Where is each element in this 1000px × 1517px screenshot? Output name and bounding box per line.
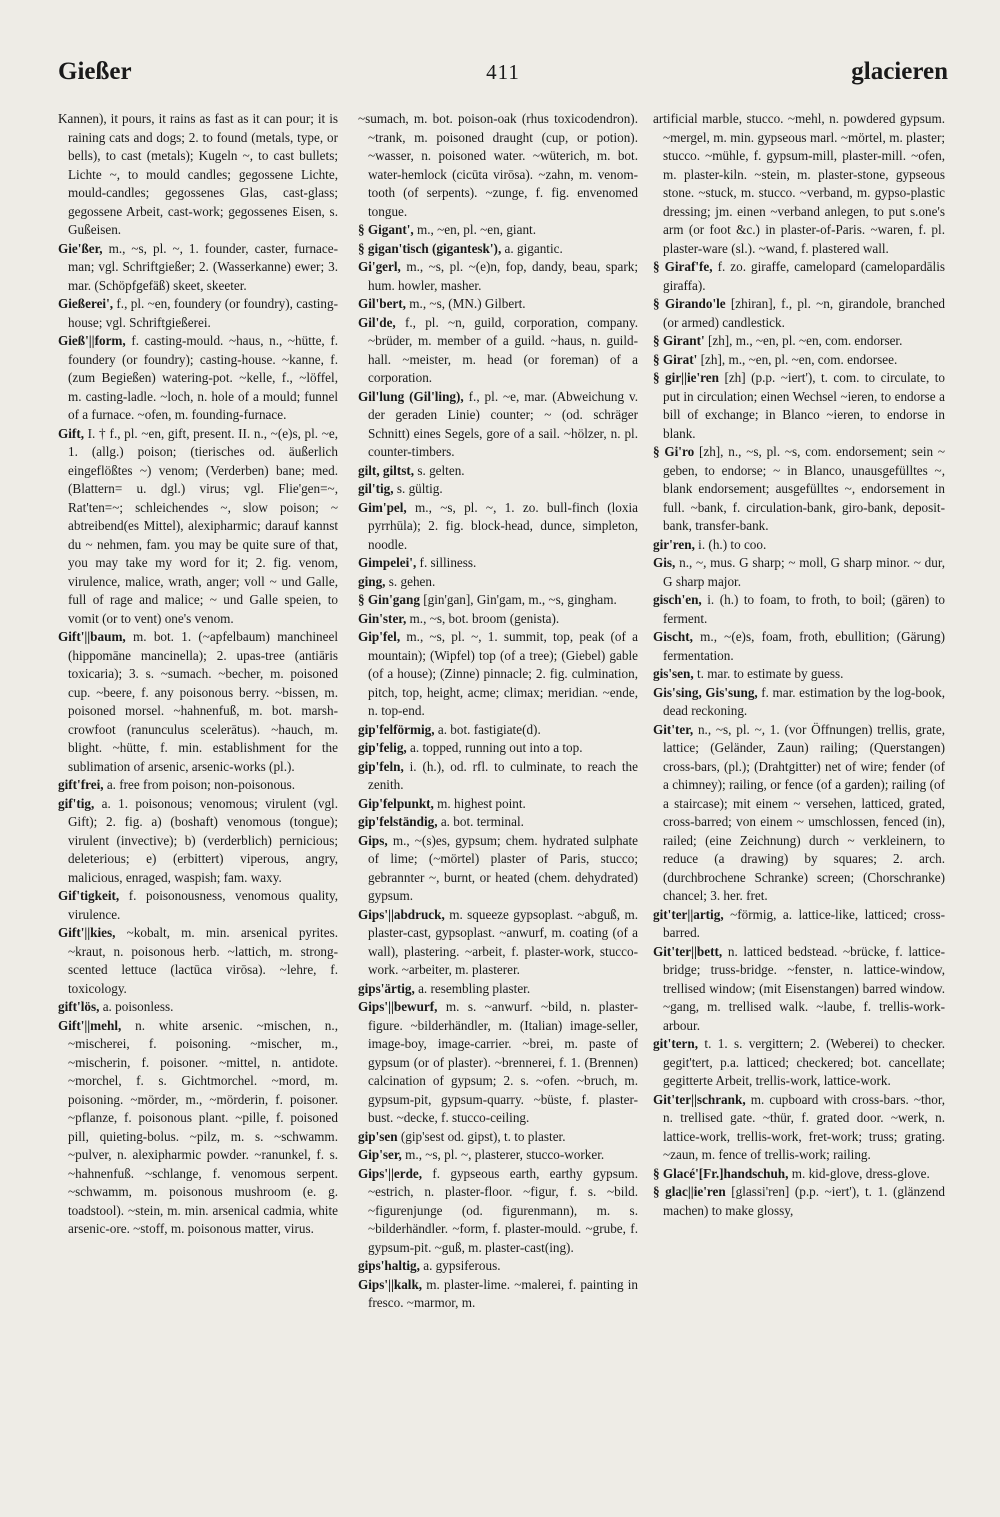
entry-headword: § Girando'le bbox=[653, 296, 726, 311]
entry-headword: gift'frei, bbox=[58, 777, 104, 792]
entry-definition: m. s. ~anwurf. ~bild, n. plaster-figure. ~bilderhändler, m. (Italian) image-seller, image-boy, image-carrier. ~brei, m. paste of gypsum (or of plaster). ~brennerei, f. 1. (Brennen) calcination of gypsum; 2. s. ~ofen. ~bruch, m. gypsum-pit, gypsum-quarry. ~büste, f. plaster-bust. ~decke, f. stucco-ceiling. bbox=[368, 999, 638, 1125]
entry-headword: gip'felförmig, bbox=[358, 721, 435, 737]
dictionary-entry bbox=[358, 591, 638, 610]
entry-definition: i. (h.), od. rfl. to culminate, to reach the zenith. bbox=[368, 758, 638, 792]
dictionary-entry bbox=[653, 1165, 945, 1184]
dictionary-entry bbox=[358, 610, 638, 629]
entry-headword: Gift'||kies, bbox=[58, 925, 116, 940]
entry-headword: Gil'lung (Gil'ling), bbox=[358, 388, 464, 404]
dictionary-entry bbox=[653, 258, 945, 295]
dictionary-entry bbox=[653, 351, 945, 370]
entry-definition: f. zo. giraffe, camelopard (camelopardālis giraffa). bbox=[663, 259, 945, 293]
entry-definition: m., ~s, (MN.) Gilbert. bbox=[409, 296, 526, 311]
entry-definition: a. poisonless. bbox=[102, 999, 174, 1014]
entry-headword: git'ter||artig, bbox=[653, 906, 724, 922]
entry-definition: I. † f., pl. ~en, gift, present. II. n., ~(e)s, pl. ~e, 1. (allg.) poison; (tierisches od. äußerlich eingeflößtes ~) venom; (Verderben) bane; med. (Blattern= u. dgl.) virus; vgl. Flie'gen=~, Rat'ten=~; schleichendes ~, slow poison; ~ abtreibend(es Mittel), alexipharmic; darauf kannst du ~ nehmen, fam. you may be quite sure of that, you may take my word for it; 2. fig. venom, virulence, malice, wrath, anger; voll ~ und Galle, full of rage and malice; ~ und Galle speien, to vomit (or to vent) one's venom. bbox=[68, 425, 338, 626]
entry-definition: m., ~s, pl. ~, 1. founder, caster, furnace-man; vgl. Schriftgießer; 2. (Wasserkanne) ewer; 3. mar. (Schöpfgefäß) skeet, skeeter. bbox=[68, 240, 338, 293]
entry-headword: Gießerei', bbox=[58, 296, 114, 311]
dictionary-entry bbox=[358, 980, 638, 999]
dictionary-entry bbox=[653, 536, 945, 555]
dictionary-entry bbox=[653, 443, 945, 536]
entry-definition: m., ~s, pl. ~, 1. zo. bull-finch (loxia pyrrhūla); 2. fig. block-head, dunce, simpleton, noodle. bbox=[368, 499, 638, 552]
entry-headword: Gips'||erde, bbox=[358, 1165, 423, 1181]
dictionary-entry bbox=[358, 1128, 638, 1147]
dictionary-entry bbox=[358, 1165, 638, 1258]
entry-headword: Gin'ster, bbox=[358, 610, 407, 626]
entry-definition: m., ~s, pl. ~, 1. summit, top, peak (of a mountain); (Wipfel) top (of a tree); (Giebel) gable (of a house); (Zinne) pinnacle; 2. fig. culmination, pitch, top, height, acme; climax; meridian. ~ende, n. top-end. bbox=[368, 629, 638, 718]
entry-definition: s. gehen. bbox=[388, 573, 436, 589]
dictionary-entry bbox=[58, 1017, 338, 1239]
entry-headword: Gim'pel, bbox=[358, 499, 407, 515]
dictionary-entry bbox=[358, 554, 638, 573]
entry-headword: gif'tig, bbox=[58, 795, 95, 811]
dictionary-entry bbox=[358, 221, 638, 240]
entry-headword: Git'ter, bbox=[653, 721, 694, 737]
dictionary-entry bbox=[358, 295, 638, 314]
entry-definition: a. 1. poisonous; venomous; virulent (vgl. Gift); 2. fig. a) (boshaft) venomous (tongue); virulent (invective); b) (verderblich) pernicious; deleterious; e) (erbittert) viperous, angry, malicious, enraged, waspish; fam. waxy. bbox=[68, 795, 338, 885]
entry-definition: [glassi'ren] (p.p. ~iert'), t. 1. (glänzend machen) to make glossy, bbox=[663, 1184, 945, 1218]
dictionary-entry bbox=[358, 1146, 638, 1165]
entry-headword: Gischt, bbox=[653, 629, 693, 644]
dictionary-entry bbox=[653, 943, 945, 1036]
dictionary-entry bbox=[653, 1091, 945, 1165]
entry-headword: gip'felständig, bbox=[358, 814, 438, 829]
entry-headword: Git'ter||schrank, bbox=[653, 1091, 746, 1107]
entry-definition: t. mar. to estimate by guess. bbox=[696, 666, 844, 681]
entry-definition: (gip'sest od. gipst), t. to plaster. bbox=[400, 1128, 566, 1144]
dictionary-entry bbox=[358, 628, 638, 721]
entry-definition: f. mar. estimation by the log-book, dead reckoning. bbox=[663, 684, 945, 718]
entry-headword: Gif'tigkeit, bbox=[58, 888, 120, 903]
entry-headword: Gift, bbox=[58, 425, 85, 441]
entry-definition: a. gigantic. bbox=[504, 240, 563, 256]
entry-definition: m., ~s, pl. ~(e)n, fop, dandy, beau, spark; hum. howler, masher. bbox=[368, 259, 638, 293]
entry-definition: m. cupboard with cross-bars. ~thor, n. trellised gate. ~thür, f. grated door. ~werk, n. lattice-work, trellis-work, fret-work; truss; grating. ~zaun, m. fence of trellis-work; railing. bbox=[663, 1091, 945, 1162]
entry-headword: gip'felig, bbox=[358, 740, 407, 755]
entry-definition: f., pl. ~e, mar. (Abweichung v. der geraden Linie) counter; ~ (od. schräger Schnitt) eines Segels, gore of a sail. ~hölzer, n. pl. counter-timbers. bbox=[368, 388, 638, 459]
dictionary-entry bbox=[653, 591, 945, 628]
entry-headword: ging, bbox=[358, 573, 386, 589]
entry-definition: i. (h.) to coo. bbox=[698, 536, 767, 552]
dictionary-entry bbox=[58, 887, 338, 924]
entry-definition: [zh] (p.p. ~iert'), t. com. to circulate, to put in circulation; einen Wechsel ~ieren, to endorse a bill of exchange; in Blanco ~ieren, to endorse in blank. bbox=[663, 370, 945, 441]
entry-definition: a. gypsiferous. bbox=[423, 1258, 501, 1273]
entry-definition: i. (h.) to foam, to froth, to boil; (gären) to ferment. bbox=[663, 592, 945, 626]
entry-definition: f. casting-mould. ~haus, n., ~hütte, f. foundery (or foundry); casting-house. ~kanne, f. (zum Begießen) watering-pot. ~kelle, f., ~löffel, m. casting-ladle. ~loch, n. hole of a mould; funnel of a furnace. ~ofen, m. founding-furnace. bbox=[68, 333, 338, 422]
dictionary-entry bbox=[58, 776, 338, 795]
entry-headword: § Glacé'[Fr.]handschuh, bbox=[653, 1165, 789, 1181]
entry-definition: n., ~, mus. G sharp; ~ moll, G sharp minor. ~ dur, G sharp major. bbox=[663, 555, 945, 589]
dictionary-entry bbox=[58, 332, 338, 425]
dictionary-entry bbox=[653, 665, 945, 684]
entry-definition: m. bot. 1. (~apfelbaum) manchineel (hippomāne mancinella); 2. upas-tree (antiāris toxicaria); 3. s. ~sumach. ~becher, m. poisoned cup. ~beere, f. any poisonous berry. ~bissen, m. poisoned morsel. ~hahnenfuß, m. bot. marsh-crowfoot (ranunculus scelerātus). ~hauch, m. blight. ~hütte, f. min. establishment for the sublimation of arsenic, arsenic-works (pl.). bbox=[68, 629, 338, 774]
entry-headword: Gil'de, bbox=[358, 314, 396, 330]
dictionary-entry bbox=[653, 721, 945, 906]
entry-definition: Kannen), it pours, it rains as fast as it can pour; it is raining cats and dogs; 2. to found (metals, type, or bells), to cast (metals); Kugeln ~, to cast bullets; Lichte ~, to mould candles; gegossene Lichte, mould-candles; gegossenes Glas, cast-glass; gegossene Arbeit, cast-work; gegossenes Eisen, s. Gußeisen. bbox=[58, 111, 338, 237]
guide-word-left: Gießer bbox=[58, 58, 132, 85]
entry-headword: gilt, giltst, bbox=[358, 462, 415, 478]
entry-definition: f. silliness. bbox=[419, 555, 477, 570]
entry-definition: ~sumach, m. bot. poison-oak (rhus toxicodendron). ~trank, m. poisoned draught (cup, or potion). ~wasser, n. poisoned water. ~wüterich, m. bot. water-hemlock (cicūta virōsa). ~zahn, m. venom-tooth (of serpents). ~zunge, f. fig. envenomed tongue. bbox=[358, 111, 638, 219]
entry-headword: Gips'||kalk, bbox=[358, 1276, 423, 1292]
dictionary-entry bbox=[358, 1276, 638, 1313]
entry-headword: Gis, bbox=[653, 555, 676, 570]
entry-headword: § Gin'gang bbox=[358, 592, 420, 607]
dictionary-entry bbox=[358, 813, 638, 832]
dictionary-entry bbox=[358, 1257, 638, 1276]
entry-definition: n., ~s, pl. ~, 1. (vor Öffnungen) trellis, grate, lattice; (Geländer, Zaun) railing; (Querstangen) cross-bars, (pl.); (Drahtgitter) net of wire; fender (of a chimney); railing, or fence (of a garden); railing (of a staircase); mit einem ~ versehen, latticed, grated, cross-barred; von einem ~ umschlossen, fenced (in), railed; (eine Zeichnung) durch ~ verkleinern, to reduce (a drawing) by squares; 2. arch. (durchbrochene Schranke) screen; (Chorschranke) chancel; 3. her. fret. bbox=[663, 721, 945, 903]
entry-definition: m., ~s, bot. broom (genista). bbox=[409, 610, 560, 626]
entry-definition: a. free from poison; non-poisonous. bbox=[106, 777, 296, 792]
dictionary-entry bbox=[358, 388, 638, 462]
entry-headword: § glac||ie'ren bbox=[653, 1184, 726, 1199]
dictionary-entry bbox=[358, 795, 638, 814]
entry-headword: Gieß'||form, bbox=[58, 333, 126, 348]
entry-headword: Gips'||abdruck, bbox=[358, 906, 445, 922]
column-right bbox=[653, 110, 945, 1500]
dictionary-entry bbox=[653, 332, 945, 351]
dictionary-entry bbox=[358, 998, 638, 1128]
entry-headword: Gip'ser, bbox=[358, 1147, 402, 1162]
entry-definition: [zhiran], f., pl. ~n, girandole, branched (or armed) candlestick. bbox=[663, 296, 945, 330]
dictionary-entry bbox=[653, 628, 945, 665]
entry-headword: § Gi'ro bbox=[653, 444, 695, 459]
dictionary-entry bbox=[358, 906, 638, 980]
dictionary-entry bbox=[58, 924, 338, 998]
entry-definition: a. resembling plaster. bbox=[418, 980, 531, 996]
entry-definition: f. poisonousness, venomous quality, virulence. bbox=[68, 888, 338, 922]
entry-headword: Gil'bert, bbox=[358, 296, 406, 311]
entry-definition: m. squeeze gypsoplast. ~abguß, m. plaster-cast, gypsoplast. ~anwurf, m. coating (of a wall), plastering. ~arbeit, f. plaster-work, stucco-work. ~arbeiter, m. plasterer. bbox=[368, 906, 638, 977]
dictionary-entry bbox=[58, 240, 338, 296]
dictionary-entry bbox=[358, 110, 638, 221]
entry-definition: a. bot. fastigiate(d). bbox=[437, 721, 541, 737]
dictionary-entry bbox=[58, 998, 338, 1017]
entry-definition: artificial marble, stucco. ~mehl, n. powdered gypsum. ~mergel, m. min. gypseous marl. ~mörtel, m. plaster; stucco. ~mühle, f. gypsum-mill, plaster-mill. ~ofen, m. plaster-kiln. ~stein, m. plaster-stone, gypseous stone. ~stuck, m. stucco. ~verband, m. gypso-plastic dressing; jm. einen ~verband anlegen, to put s.one's arm (or foot &c.) in plaster-of-Paris. ~waren, f. pl. plaster-ware (sl.). ~wand, f. plastered wall. bbox=[653, 111, 945, 256]
entry-headword: § gir||ie'ren bbox=[653, 370, 719, 385]
entry-definition: s. gelten. bbox=[417, 462, 465, 478]
dictionary-entry bbox=[653, 369, 945, 443]
page-number: 411 bbox=[486, 60, 520, 84]
column-middle bbox=[358, 110, 638, 1500]
dictionary-entry bbox=[58, 425, 338, 629]
entry-headword: gips'haltig, bbox=[358, 1258, 420, 1273]
entry-definition: m., ~en, pl. ~en, giant. bbox=[416, 222, 537, 237]
entry-definition: n. latticed bedstead. ~brücke, f. lattice-bridge; truss-bridge. ~fenster, n. lattice-window, trellised window; (mit Eisenstangen) barred window. ~gang, m. trellised walk. ~laube, f. trellis-work-arbour. bbox=[663, 943, 945, 1033]
entry-headword: Gis'sing, Gis'sung, bbox=[653, 684, 758, 700]
entry-definition: ~kobalt, m. min. arsenical pyrites. ~kraut, n. poisonous herb. ~lattich, m. strong-scented lettuce (lactūca virōsa). ~lehre, f. toxicology. bbox=[68, 925, 338, 996]
entry-definition: [zh], n., ~s, pl. ~s, com. endorsement; sein ~ geben, to endorse; ~ in Blanco, unausgefülltes ~, blank endorsement; ausgefülltes ~, endorsement in full. ~bank, f. circulation-bank, giro-bank, deposit-bank, transfer-bank. bbox=[663, 444, 945, 533]
entry-headword: gir'ren, bbox=[653, 536, 695, 552]
dictionary-entry bbox=[653, 1035, 945, 1091]
dictionary-entry bbox=[653, 295, 945, 332]
dictionary-entry bbox=[653, 684, 945, 721]
dictionary-entry bbox=[58, 795, 338, 888]
dictionary-entry bbox=[358, 739, 638, 758]
entry-headword: gip'feln, bbox=[358, 758, 404, 774]
dictionary-entry bbox=[358, 462, 638, 481]
column-left bbox=[58, 110, 338, 1500]
entry-headword: Gi'gerl, bbox=[358, 259, 401, 274]
dictionary-entry bbox=[358, 480, 638, 499]
dictionary-entry bbox=[358, 240, 638, 259]
dictionary-entry bbox=[653, 1183, 945, 1220]
entry-definition: a. bot. terminal. bbox=[440, 814, 524, 829]
entry-headword: gis'sen, bbox=[653, 666, 694, 681]
entry-headword: Gift'||mehl, bbox=[58, 1017, 122, 1033]
entry-headword: git'tern, bbox=[653, 1036, 699, 1051]
entry-definition: [gin'gan], Gin'gam, m., ~s, gingham. bbox=[423, 592, 617, 607]
entry-headword: Gip'felpunkt, bbox=[358, 795, 434, 811]
entry-definition: m. plaster-lime. ~malerei, f. painting in fresco. ~marmor, m. bbox=[368, 1276, 638, 1310]
guide-word-right: glacieren bbox=[851, 58, 948, 85]
entry-definition: s. gültig. bbox=[396, 481, 443, 496]
dictionary-entry bbox=[358, 258, 638, 295]
entry-headword: Gips, bbox=[358, 832, 388, 848]
dictionary-entry bbox=[358, 573, 638, 592]
entry-definition: m., ~(e)s, foam, froth, ebullition; (Gärung) fermentation. bbox=[663, 629, 945, 663]
dictionary-entry bbox=[653, 906, 945, 943]
entry-headword: Gie'ßer, bbox=[58, 240, 103, 256]
entry-definition: ~förmig, a. lattice-like, latticed; cross-barred. bbox=[663, 906, 945, 940]
dictionary-entry bbox=[58, 628, 338, 776]
entry-headword: Gips'||bewurf, bbox=[358, 999, 438, 1014]
entry-definition: f., pl. ~en, foundery (or foundry), casting-house; vgl. Schriftgießerei. bbox=[68, 296, 338, 330]
entry-headword: gift'lös, bbox=[58, 999, 100, 1014]
dictionary-entry bbox=[653, 110, 945, 258]
dictionary-entry bbox=[358, 758, 638, 795]
entry-definition: m. kid-glove, dress-glove. bbox=[791, 1165, 930, 1181]
entry-definition: m. highest point. bbox=[437, 795, 526, 811]
dictionary-entry bbox=[653, 554, 945, 591]
dictionary-entry bbox=[358, 832, 638, 906]
entry-definition: n. white arsenic. ~mischen, n., ~mischerei, f. poisoning. ~mischer, m., ~mischerin, f. poisoner. ~mittel, n. antidote. ~morchel, f. s. Gichtmorchel. ~mord, m. poisoning. ~mörder, m., ~mörderin, f. poisoner. ~pflanze, f. poisonous plant. ~pille, f. poisoned pill, quieting-bolus. ~pilz, m. s. ~schwamm. ~pulver, n. alexipharmic powder. ~ranunkel, f. s. ~hahnenfuß. ~schlange, f. venomous serpent. ~schwamm, m. poisonous mushroom (e. g. toadstool). ~stein, m. min. arsenical cadmia, white arsenic-ore. ~stoff, m. poisonous matter, virus. bbox=[68, 1017, 338, 1236]
dictionary-entry bbox=[358, 314, 638, 388]
entry-definition: a. topped, running out into a top. bbox=[410, 740, 583, 755]
entry-headword: Gift'||baum, bbox=[58, 629, 126, 644]
entry-headword: § Girant' bbox=[653, 333, 705, 348]
entry-headword: Git'ter||bett, bbox=[653, 943, 723, 959]
dictionary-entry bbox=[58, 110, 338, 240]
entry-headword: gip'sen bbox=[358, 1128, 398, 1144]
entry-definition: [zh], m., ~en, pl. ~en, com. endorsee. bbox=[700, 351, 898, 367]
entry-definition: f., pl. ~n, guild, corporation, company. ~brüder, m. member of a guild. ~haus, n. guild-hall. ~meister, m. head (or foreman) of a corporation. bbox=[368, 314, 638, 385]
entry-definition: f. gypseous earth, earthy gypsum. ~estrich, n. plaster-floor. ~figur, f. s. ~bild. ~figurenjunge (od. figurenmann), m. s. ~bilderhändler. ~form, f. plaster-mould. ~grube, f. gypsum-pit. ~guß, m. plaster-cast(ing). bbox=[368, 1165, 638, 1255]
entry-headword: Gip'fel, bbox=[358, 629, 401, 644]
entry-definition: t. 1. s. vergittern; 2. (Weberei) to checker. gegit'tert, p.a. latticed; checkered; bot. cancellate; gegitterte Arbeit, trellis-work, lattice-work. bbox=[663, 1036, 945, 1088]
dictionary-entry bbox=[358, 499, 638, 555]
entry-definition: m., ~s, pl. ~, plasterer, stucco-worker. bbox=[405, 1147, 605, 1162]
entry-headword: Gimpelei', bbox=[358, 555, 417, 570]
entry-headword: gisch'en, bbox=[653, 592, 702, 607]
entry-headword: § Gigant', bbox=[358, 222, 414, 237]
running-head bbox=[58, 58, 948, 98]
entry-headword: gil'tig, bbox=[358, 481, 394, 496]
entry-headword: § Giraf'fe, bbox=[653, 259, 713, 274]
entry-definition: [zh], m., ~en, pl. ~en, com. endorser. bbox=[707, 333, 903, 348]
dictionary-entry bbox=[358, 721, 638, 740]
entry-headword: § Girat' bbox=[653, 351, 698, 367]
dictionary-entry bbox=[58, 295, 338, 332]
entry-definition: m., ~(s)es, gypsum; chem. hydrated sulphate of lime; (~mörtel) plaster of Paris, stucco; gebrannter ~, burnt, or heated (chem. dehydrated) gypsum. bbox=[368, 832, 638, 903]
entry-headword: § gigan'tisch (gigantesk'), bbox=[358, 240, 502, 256]
entry-headword: gips'ärtig, bbox=[358, 980, 415, 996]
